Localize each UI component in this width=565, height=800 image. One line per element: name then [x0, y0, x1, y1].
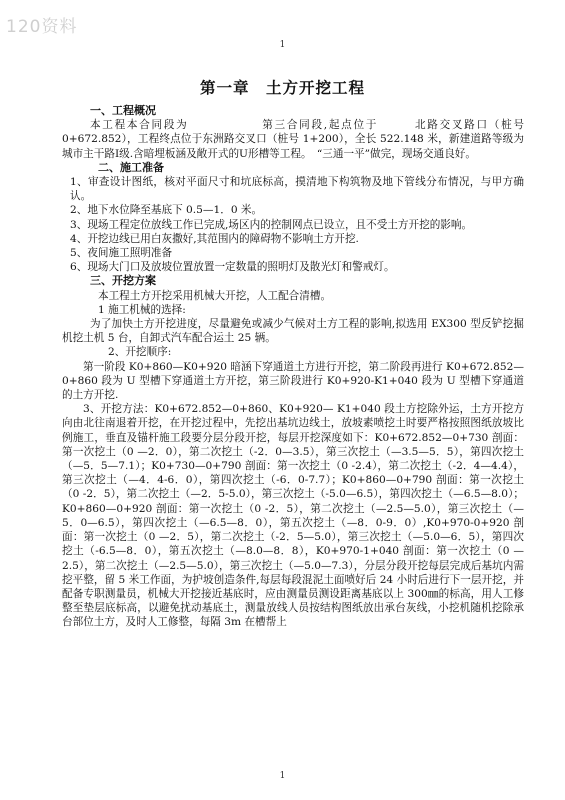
preparation-item: 6、现场大门口及放坡位置放置一定数量的照明灯及散光灯和警戒灯。 [70, 261, 395, 274]
section-heading-plan: 三、开挖方案 [90, 274, 156, 288]
machine-paragraph: 为了加快土方开挖进度，尽量避免或减少气候对土方工程的影响,拟选用 EX300 型反铲挖掘机挖土机 5 台，自卸式汽车配合运土 25 辆。 [62, 318, 524, 345]
preparation-item: 4、开挖边线已用白灰撒好,其范围内的障碍物不影响土方开挖. [70, 232, 359, 245]
page-number-bottom: 1 [279, 771, 286, 781]
sequence-paragraph: 第一阶段 K0+860—K0+920 暗涵下穿通道土方进行开挖，第二阶段再进行 K0+672.852—0+860 段为 U 型槽下穿通道土方开挖，第三阶段进行 K0+920-K1+040 段为 U 型槽下穿通道的土方开挖. [62, 360, 524, 402]
watermark: 120资料 [6, 17, 78, 37]
preparation-item: 2、地下水位降至基底下 0.5—1．0 米。 [70, 204, 263, 217]
chapter-title: 第一章 土方开挖工程 [199, 78, 365, 97]
method-paragraph: 3、开挖方法：K0+672.852—0+860、K0+920— K1+040 段土方挖除外运，土方开挖方向由北往南退着开挖，在开挖过程中，先挖出基坑边线土，放坡素喷挖土时要严格按照图纸放坡比例施工，垂直及锚杆施工段要分层分段开挖，每层开挖深度如下：K0+672.852—0+730 剖面：第一次挖土（0 —2．0），第二次挖土（-2．0—3.5），第三次挖土（—3.5—5．5），第四次挖土（—5．5—7.1）；K0+730—0+790 剖面：第一次挖土（0 -2.4），第二次挖土（-2．4—4.4），第三次挖土（—4．4-6．0），第四次挖土（-6．0-7.7）；K0+860—0+790 剖面：第一次挖土（0 -2．5），第二次挖土（—2．5-5.0），第三次挖土（-5.0—6.5），第四次挖土（—6.5—8.0）；K0+860—0+920 剖面：第一次挖土（0 -2．5），第二次挖土（—2.5—5.0），第三次挖土（—5．0—6.5），第四次挖土（—6.5—8．0），第五次挖土（—8．0-9．0）,K0+970-0+920 剖面：第一次挖土（0 —2．5），第二次挖土（-2．5—5.0），第三次挖土（—5.0—6．5），第四次挖土（-6.5—8．0），第五次挖土（—8.0—8．8），K0+970-1+040 剖面：第一次挖土（0 —2.5），第二次挖土（—2.5—5.0），第三次挖土（—5.0—7.3），分层分段开挖每层完成后基坑内需挖平整，留 5 米工作面，为护坡创造条件,每层每段混泥土面喷好后 24 小时后进行下一层开挖，并配备专职测量员，机械大开挖接近基底时，应由测量员测设距离基底以上 300㎜的标高，用人工修整至垫层底标高，以避免扰动基底土，测量放线人员按结构图纸放出承台灰线，小挖机随机挖除承台部位土方，及时人工修整，每隔 3m 在槽帮上 [62, 403, 524, 629]
page-number-top: 1 [279, 40, 286, 50]
overview-paragraph: 本工程本合同段为 第三合同段,起点位于 北路交叉路口（桩号 0+672.852），工程终点位于东洲路交叉口（桩号 1+200），全长 522.148 米，新建道路等级为城市主干路Ⅰ级.含暗埋板涵及敞开式的U形槽等工程。 “三通一平”做完，现场交通良好。 [62, 119, 524, 160]
preparation-item: 3、现场工程定位放线工作已完成,场区内的控制网点已设立，且不受土方开挖的影响。 [70, 218, 473, 231]
preparation-item: 1、审查设计图纸，核对平面尺寸和坑底标高，摸清地下构筑物及地下管线分布情况，与甲方确认。 [70, 176, 524, 203]
section-heading-overview: 一、工程概况 [90, 104, 156, 117]
preparation-item: 5、夜间施工照明准备 [70, 247, 173, 260]
document-body [62, 104, 524, 630]
section-heading-preparation: 二、施工准备 [98, 160, 164, 174]
machine-heading: 1 施工机械的选择: [98, 303, 186, 316]
plan-intro: 本工程土方开挖采用机械大开挖，人工配合清槽。 [98, 289, 332, 302]
sequence-heading: 2、开挖顺序: [108, 346, 172, 359]
